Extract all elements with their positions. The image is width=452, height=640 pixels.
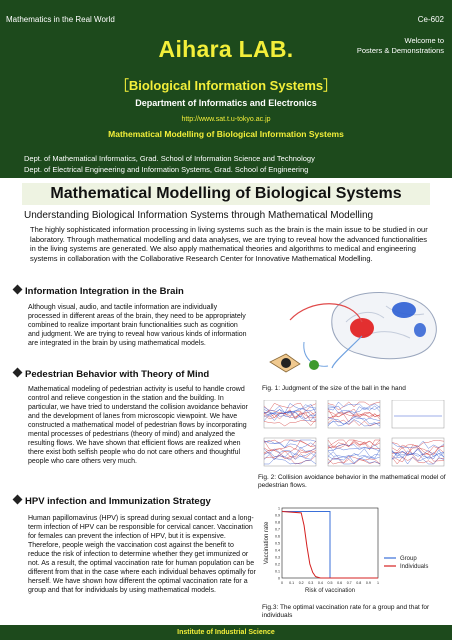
x-tick-label: 0.2 [298,581,304,585]
main-subtitle: Understanding Biological Information Systems through Mathematical Modelling [24,210,374,221]
y-tick-label: 0.7 [275,527,280,532]
brain-region-blue [392,302,416,318]
eye-pupil [281,358,291,368]
poster-header [0,0,452,178]
department: Department of Informatics and Electronics [135,98,317,108]
section-heading-hpv [14,496,211,507]
brain-region-blue-small [414,323,426,337]
y-tick-label: 0.4 [275,548,280,553]
diamond-bullet-icon [13,368,23,378]
y-tick-label: 0.9 [275,513,280,518]
trajectory-panel [328,400,380,428]
x-tick-label: 0.1 [289,581,295,585]
y-tick-label: 0.6 [275,534,280,539]
x-tick-label: 0.8 [356,581,362,585]
section-heading-text: Pedestrian Behavior with Theory of Mind [25,369,210,380]
welcome-line1: Welcome to [404,36,444,45]
x-tick-label: 1 [377,581,379,585]
hpv-vaccination-chart [262,500,448,600]
fig2-caption: Fig. 2: Collision avoidance behavior in the mathematical model of pedestrian flows. [258,474,446,489]
y-tick-label: 0.2 [275,562,280,567]
lab-name: Aihara LAB. [158,36,294,62]
diamond-bullet-icon [13,495,23,505]
y-axis-label: Vaccination rate [264,521,270,565]
trajectory-panel [264,438,316,466]
section-body-brain: Although visual, audio, and tactile information are individually processed in different areas of the brain, they need to be appropriately combined to realize important brain functionalities such as cognition and judgment. We are trying to reveal how various kinds of information are integrated in the brain by using mathematical models. [28,304,247,347]
y-tick-label: 0.5 [275,541,280,546]
y-tick-label: 0.8 [275,520,280,525]
y-tick-label: 1 [278,506,280,511]
section-body-hpv: Human papillomavirus (HPV) is spread during sexual contact and a long-term infection of HPV can be responsible for cervical cancer. Vaccination for females can prevent the infection of HPV, but it is expensive. Therefore, people weigh the vaccination cost against the benefit to reduce the risk of infection to determine whether they get immunized or not. As a result, the optimal vaccination rate for human population can be different from that in the case where each individual behaves optimally for herself. We have shown how different the optimal vaccination rate for a group and that for individuals by using mathematical models. [28,515,256,594]
footer: Institute of Industrial Science [0,625,452,640]
diamond-bullet-icon [13,285,23,295]
x-axis-label: Risk of vaccination [304,588,356,594]
pedestrian-figure [256,400,448,472]
welcome-note [357,36,444,56]
x-tick-label: 0.6 [337,581,343,585]
x-tick-label: 0.9 [365,581,371,585]
section-heading-text: HPV infection and Immunization Strategy [25,496,211,507]
x-tick-label: 0.7 [346,581,352,585]
affiliation-1: Dept. of Mathematical Informatics, Grad. School of Information Science and Technology [24,154,315,163]
x-tick-label: 0 [281,581,283,585]
y-tick-label: 0.3 [275,555,280,560]
fig1-caption: Fig. 1: Judgment of the size of the ball in the hand [262,385,406,392]
legend-label: Individuals [400,564,429,570]
trajectory-panel [392,400,444,428]
trajectory-panel [392,438,444,466]
x-tick-label: 0.3 [308,581,314,585]
y-tick-label: 0 [278,576,280,581]
trajectory-panel [328,438,380,466]
main-title: Mathematical Modelling of Biological Systems [22,183,430,205]
brain-figure [262,280,447,380]
affiliation-2: Dept. of Electrical Engineering and Information Systems, Grad. School of Engineering [24,165,309,174]
series-label: Mathematics in the Real World [6,15,115,24]
lab-url[interactable]: http://www.sat.t.u-tokyo.ac.jp [181,116,271,123]
welcome-line2: Posters & Demonstrations [356,46,444,55]
fig3-caption: Fig.3: The optimal vaccination rate for a group and that for individuals [262,604,430,619]
lab-subtitle: ［Biological Information Systems］ [115,78,337,93]
research-theme: Mathematical Modelling of Biological Information Systems [108,129,344,139]
section-heading-pedestrian [14,369,209,380]
section-heading-text: Information Integration in the Brain [25,286,184,297]
legend-label: Group [400,556,417,562]
intro-paragraph: The highly sophisticated information processing in living systems such as the brain is the main issue to be studied in our laboratory. Through mathematical modelling and data analyses, we are trying to reveal how the advanced functionalities in the living systems are generated. We also apply mathematical theories and algorithms to medical and engineering systems in collaboration with the Collaborative Research Center for Innovative Mathematical Modelling. [30,225,428,263]
trajectory-panel [264,400,316,428]
x-tick-label: 0.4 [317,581,323,585]
section-body-pedestrian: Mathematical modeling of pedestrian activity is useful to handle crowd control and relieve congestion in the station and the building. In particular, we have tried to understand the collision avoidance behavior and the development of lanes from microscopic viewpoint. We have constructed a mathematical model of pedestrian flows by incorporating mental processes of pedestrians (theory of mind) and analyzed the resulting flows. We have shown that efficient flows are realized when there exist both selfish people who do not care others and thoughtful people who care others very much. [28,386,248,465]
section-heading-brain [14,286,184,297]
booth-id: Ce-602 [417,15,444,24]
y-tick-label: 0.1 [275,569,280,574]
ball-icon [309,360,319,370]
x-tick-label: 0.5 [327,581,333,585]
